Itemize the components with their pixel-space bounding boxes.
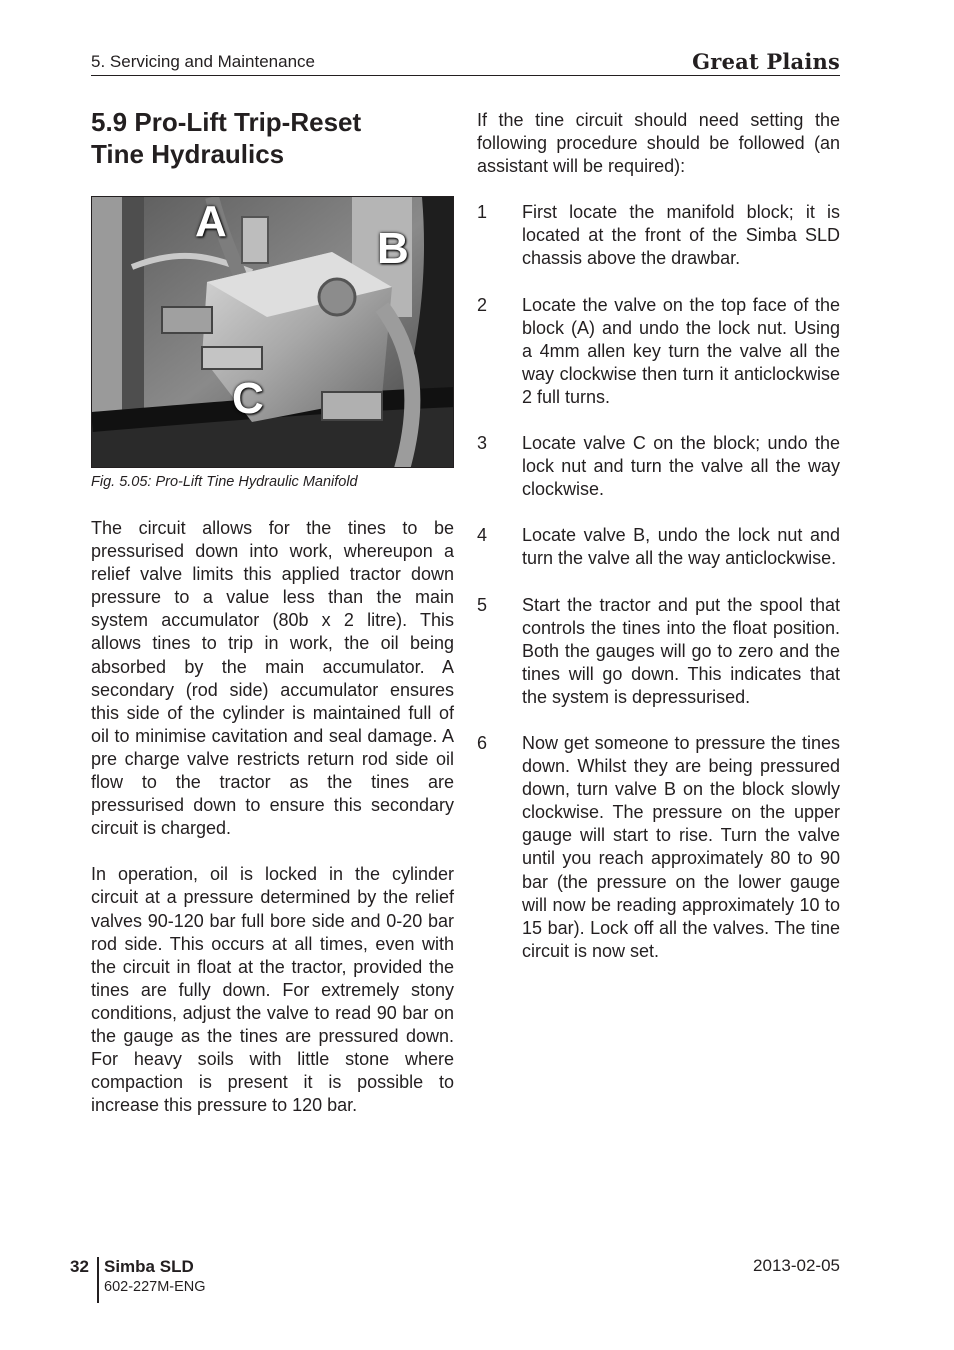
step-text: Locate the valve on the top face of the block (A) and undo the lock nut. Using a 4mm allen key turn the valve all the way clockwise then turn it anticlockwise 2 full turns. <box>522 294 840 407</box>
section-title-line-2: Tine Hydraulics <box>91 139 285 169</box>
section-title <box>91 106 454 170</box>
procedure-step <box>477 594 840 709</box>
step-text: Locate valve C on the block; undo the lock nut and turn the valve all the way clockwise. <box>522 433 840 500</box>
step-text: Start the tractor and put the spool that controls the tines into the float position. Both the gauges will go to zero and the tines will go down. This indicates that the system is depressurised. <box>522 594 840 707</box>
figure-label-c: C <box>232 374 264 423</box>
left-column <box>91 106 454 1117</box>
brand-logo: Great Plains <box>692 49 840 74</box>
step-number: 4 <box>477 525 488 546</box>
page-number: 32 <box>70 1257 89 1276</box>
step-number: 1 <box>477 202 488 223</box>
procedure-step <box>477 294 840 409</box>
footer-model: Simba SLD <box>104 1257 194 1276</box>
procedure-steps <box>477 201 840 963</box>
body-paragraph-1: The circuit allows for the tines to be pressurised down into work, whereupon a relief valve limits this applied tractor down pressure to a value less than the main system accumulator (80b x 2 litre). This allows tines to trip in work, the oil being absorbed by the main accumulator. A secondary (rod side) accumulator ensures this side of the cylinder is maintained full of oil to minimise cavitation and seal damage. A pre charge valve restricts return rod side oil flow to the tractor as the tines are pressurised down to ensure this secondary circuit is charged. <box>91 518 454 839</box>
manifold-photo <box>91 196 454 468</box>
procedure-intro: If the tine circuit should need setting the following procedure should be followed (an assistant will be required): <box>477 110 840 177</box>
figure-label-a: A <box>195 197 227 246</box>
footer-divider <box>97 1257 99 1303</box>
procedure-step <box>477 432 840 501</box>
footer-doc-code: 602-227M-ENG <box>104 1279 206 1295</box>
step-number: 2 <box>477 294 488 315</box>
procedure-step <box>477 201 840 270</box>
body-paragraph-2: In operation, oil is locked in the cylinder circuit at a pressure determined by the relief valves 90-120 bar full bore side and 0-20 bar rod side. This occurs at all times, even with the circuit in float at the tractor, provided the tines are fully down. For extremely stony conditions, adjust the valve to read 90 bar on the gauge as the tines are pressured down. For heavy soils with little stone where compaction is present it is possible to increase this pressure to 120 bar. <box>91 864 454 1116</box>
section-title-line-1: 5.9 Pro-Lift Trip-Reset <box>91 107 362 137</box>
step-number: 3 <box>477 433 488 454</box>
footer-date: 2013-02-05 <box>753 1256 840 1275</box>
step-text: Locate valve B, undo the lock nut and turn the valve all the way anticlockwise. <box>522 525 840 569</box>
header-section-title: 5. Servicing and Maintenance <box>91 52 315 71</box>
header-divider <box>91 75 840 76</box>
step-text: First locate the manifold block; it is located at the front of the Simba SLD chassis above the drawbar. <box>522 202 840 269</box>
step-number: 6 <box>477 732 488 753</box>
right-column <box>477 109 840 986</box>
step-text: Now get someone to pressure the tines down. Whilst they are being pressured down, turn valve B on the block slowly clockwise. The pressure on the upper gauge will start to rise. Turn the valve until you reach approximately 80 to 90 bar (the pressure on the lower gauge will now be reading approximately 10 to 15 bar). Lock off all the valves. The tine circuit is now set. <box>522 732 840 961</box>
figure-label-b: B <box>377 224 409 273</box>
procedure-step <box>477 732 840 963</box>
figure-caption: Fig. 5.05: Pro-Lift Tine Hydraulic Manifold <box>91 474 358 490</box>
procedure-step <box>477 524 840 570</box>
step-number: 5 <box>477 594 488 615</box>
